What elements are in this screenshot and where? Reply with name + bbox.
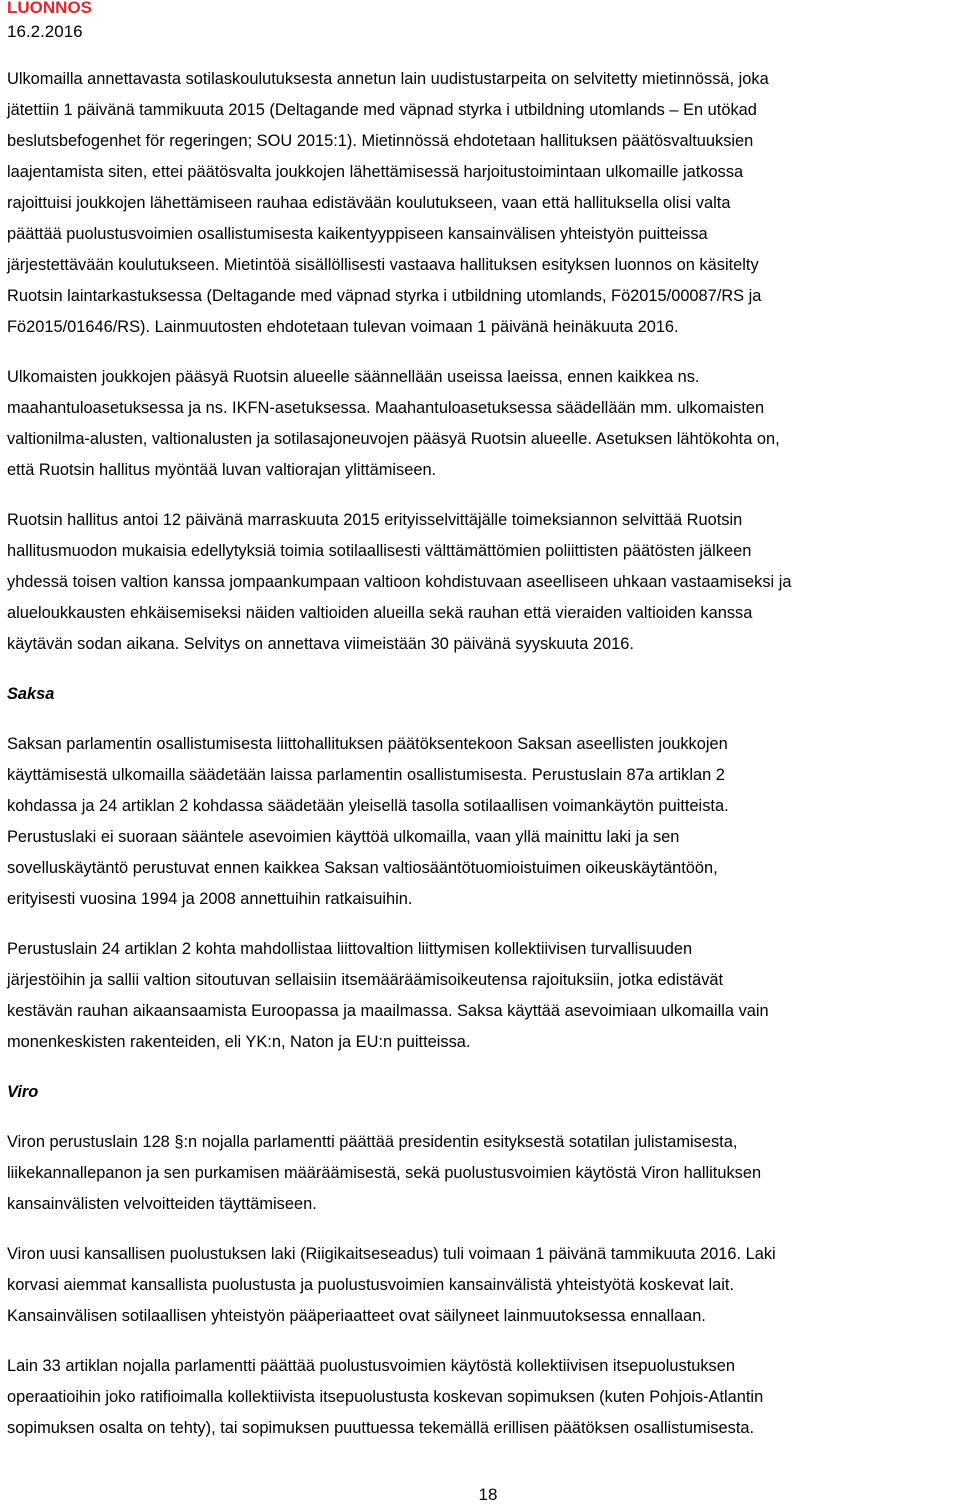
text-line: käytävän sodan aikana. Selvitys on annettava viimeistään 30 päivänä syyskuuta 2016. (7, 635, 634, 653)
text-line: Ruotsin laintarkastuksessa (Deltagande med väpnad styrka i utbildning utomlands, Fö2015/00087/RS ja (7, 287, 762, 305)
text-line: Viron perustuslain 128 §:n nojalla parlamentti päättää presidentin esityksestä sotatilan julistamisesta, (7, 1133, 738, 1151)
text-line: Viron uusi kansallisen puolustuksen laki (Riigikaitseseadus) tuli voimaan 1 päivänä tammikuuta 2016. Laki (7, 1245, 776, 1263)
section-heading-viro: Viro (7, 1083, 39, 1101)
text-line: laajentamista siten, ettei päätösvalta joukkojen lähettämisessä harjoitustoimintaan ulkomaille jatkossa (7, 163, 744, 181)
intro-paragraph-2 (7, 362, 957, 486)
text-line: sopimuksen osalta on tehty), tai sopimuksen puuttuessa tekemällä erillisen päätöksen osallistumisesta. (7, 1419, 755, 1437)
text-line: että Ruotsin hallitus myöntää luvan valtiorajan ylittämiseen. (7, 461, 437, 479)
text-line: kestävän rauhan aikaansaamista Euroopassa ja maailmassa. Saksa käyttää asevoimiaan ulkomailla vain (7, 1002, 769, 1020)
text-line: Ulkomailla annettavasta sotilaskoulutuksesta annetun lain uudistustarpeita on selvitetty mietinnössä, joka (7, 70, 769, 88)
text-line: käyttämisestä ulkomailla säädetään laissa parlamentin osallistumisesta. Perustuslain 87a artiklan 2 (7, 766, 725, 784)
page-header (7, 0, 92, 43)
text-line: Kansainvälisen sotilaallisen yhteistyön pääperiaatteet ovat säilyneet lainmuutoksessa ennallaan. (7, 1307, 706, 1325)
text-line: kohdassa ja 24 artiklan 2 kohdassa säädetään yleisellä tasolla sotilaallisen voimankäytön puitteista. (7, 797, 729, 815)
intro-paragraph-1 (7, 64, 957, 343)
draft-label: LUONNOS (7, 0, 92, 17)
page-number: 18 (478, 1485, 498, 1504)
header-date: 16.2.2016 (7, 22, 83, 41)
text-line: järjestettävään koulutukseen. Mietintöä sisällöllisesti vastaava hallituksen esityksen luonnos on käsitelty (7, 256, 759, 274)
text-line: jätettiin 1 päivänä tammikuuta 2015 (Deltagande med väpnad styrka i utbildning utomlands – En utökad (7, 101, 757, 119)
text-line: Lain 33 artiklan nojalla parlamentti päättää puolustusvoimien käytöstä kollektiivisen itsepuolustuksen (7, 1357, 735, 1375)
text-line: erityisesti vuosina 1994 ja 2008 annettuihin ratkaisuihin. (7, 890, 413, 908)
text-line: Perustuslaki ei suoraan sääntele asevoimien käyttöä ulkomailla, vaan yllä mainittu laki ja sen (7, 828, 680, 846)
viro-paragraph-1 (7, 1127, 957, 1220)
viro-paragraph-2 (7, 1239, 957, 1332)
text-line: yhdessä toisen valtion kanssa jompaankumpaan valtioon kohdistuvaan aseelliseen uhkaan vastaamiseksi ja (7, 573, 792, 591)
text-line: monenkeskisten rakenteiden, eli YK:n, Naton ja EU:n puitteissa. (7, 1033, 471, 1051)
viro-paragraph-3 (7, 1351, 957, 1444)
text-line: Ruotsin hallitus antoi 12 päivänä marraskuuta 2015 erityisselvittäjälle toimeksiannon selvittää Ruotsin (7, 511, 743, 529)
text-line: Ulkomaisten joukkojen pääsyä Ruotsin alueelle säännellään useissa laeissa, ennen kaikkea ns. (7, 368, 700, 386)
text-line: hallitusmuodon mukaisia edellytyksiä toimia sotilaallisesti välttämättömien poliittisten päätösten jälkeen (7, 542, 752, 560)
text-line: sovelluskäytäntö perustuvat ennen kaikkea Saksan valtiosääntötuomioistuimen oikeuskäytäntöön, (7, 859, 718, 877)
text-line: Perustuslain 24 artiklan 2 kohta mahdollistaa liittovaltion liittymisen kollektiivisen turvallisuuden (7, 940, 693, 958)
text-line: päättää puolustusvoimien osallistumisesta kaikentyyppiseen kansainvälisen yhteistyön puitteissa (7, 225, 708, 243)
document-body (7, 64, 957, 1463)
text-line: valtionilma-alusten, valtionalusten ja sotilasajoneuvojen pääsyä Ruotsin alueelle. Asetuksen lähtökohta on, (7, 430, 780, 448)
saksa-paragraph-2 (7, 934, 957, 1058)
text-line: liikekannallepanon ja sen purkamisen määräämisestä, sekä puolustusvoimien käytöstä Viron hallituksen (7, 1164, 762, 1182)
text-line: maahantuloasetuksessa ja ns. IKFN-asetuksessa. Maahantuloasetuksessa säädellään mm. ulkomaisten (7, 399, 765, 417)
section-heading-saksa: Saksa (7, 685, 55, 703)
text-line: beslutsbefogenhet för regeringen; SOU 2015:1). Mietinnössä ehdotetaan hallituksen päätösvaltuuksien (7, 132, 754, 150)
text-line: kansainvälisten velvoitteiden täyttämiseen. (7, 1195, 317, 1213)
text-line: Saksan parlamentin osallistumisesta liittohallituksen päätöksentekoon Saksan aseellisten joukkojen (7, 735, 728, 753)
text-line: korvasi aiemmat kansallista puolustusta ja puolustusvoimien kansainvälistä yhteistyötä koskevat lait. (7, 1276, 735, 1294)
text-line: Fö2015/01646/RS). Lainmuutosten ehdotetaan tulevan voimaan 1 päivänä heinäkuuta 2016. (7, 318, 679, 336)
saksa-paragraph-1 (7, 729, 957, 915)
text-line: alueloukkausten ehkäisemiseksi näiden valtioiden alueilla sekä rauhan että vieraiden valtioiden kanssa (7, 604, 753, 622)
text-line: operaatioihin joko ratifioimalla kollektiivista itsepuolustusta koskevan sopimuksen (kuten Pohjois-Atlantin (7, 1388, 764, 1406)
text-line: järjestöihin ja sallii valtion sitoutuvan sellaisiin itsemääräämisoikeutensa rajoituksiin, jotka edistävät (7, 971, 724, 989)
intro-paragraph-3 (7, 505, 957, 660)
text-line: rajoittuisi joukkojen lähettämiseen rauhaa edistävään koulutukseen, vaan että hallituksella olisi valta (7, 194, 731, 212)
